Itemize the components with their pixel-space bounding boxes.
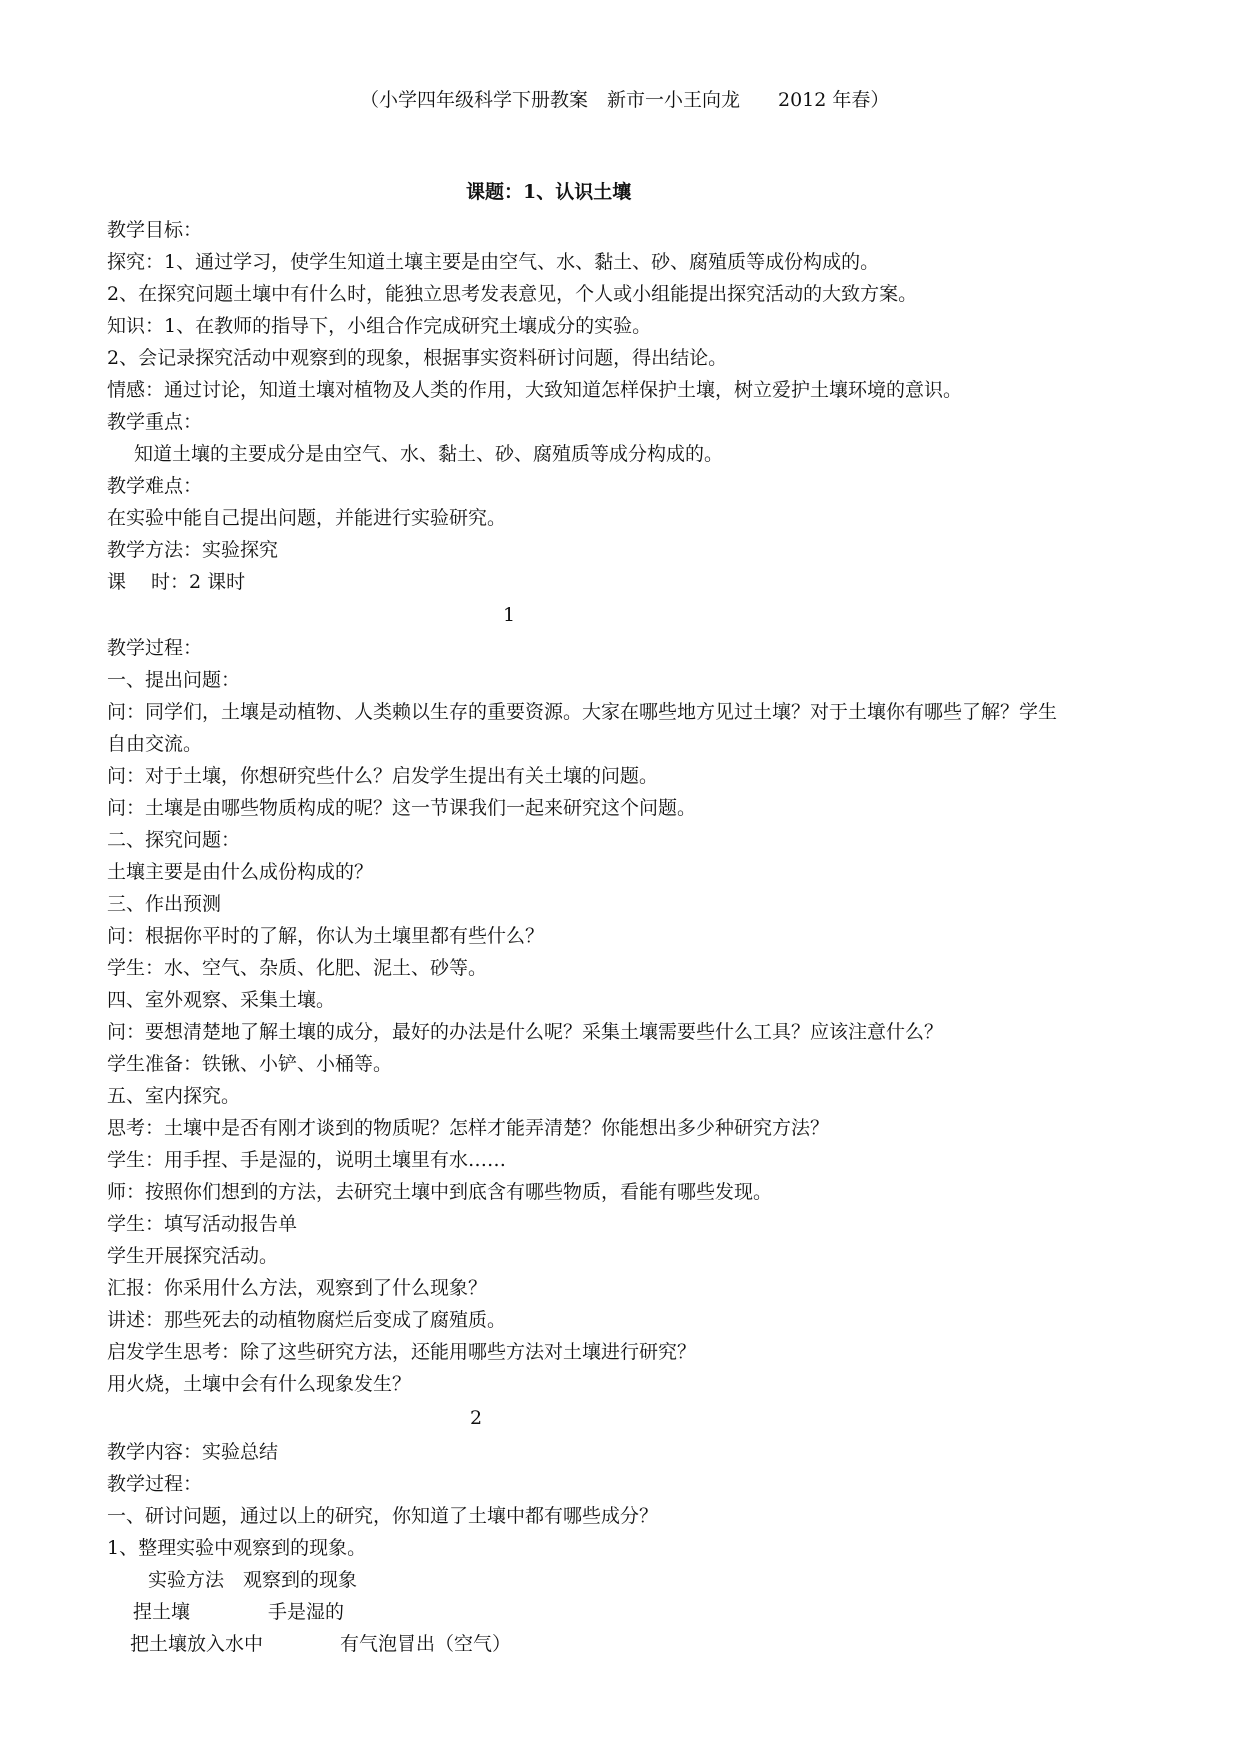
text-line: 探究：1、通过学习，使学生知道土壤主要是由空气、水、黏土、砂、腐殖质等成份构成的。 — [107, 251, 880, 273]
section-number: 2 — [470, 1407, 483, 1429]
table-cell-method: 把土壤放入水中 — [130, 1633, 264, 1655]
table-cell-result: 手是湿的 — [268, 1601, 345, 1623]
text-line: 教学过程： — [107, 1473, 203, 1495]
text-line: 学生开展探究活动。 — [107, 1245, 279, 1267]
lesson-title: 课题：1、认识土壤 — [466, 181, 632, 203]
text-line: 四、室外观察、采集土壤。 — [107, 989, 336, 1011]
text-line: 问：根据你平时的了解，你认为土壤里都有些什么？ — [107, 925, 545, 947]
text-line: 教学过程： — [107, 637, 203, 659]
table-header: 实验方法 观察到的现象 — [148, 1569, 358, 1591]
text-line: 教学方法：实验探究 — [107, 539, 279, 561]
text-line: 1、整理实验中观察到的现象。 — [107, 1537, 367, 1559]
text-line: 汇报：你采用什么方法，观察到了什么现象？ — [107, 1277, 488, 1299]
text-line: 自由交流。 — [107, 733, 203, 755]
text-line: 问：土壤是由哪些物质构成的呢？这一节课我们一起来研究这个问题。 — [107, 797, 697, 819]
text-line: 学生准备：铁锹、小铲、小桶等。 — [107, 1053, 393, 1075]
text-line: 讲述：那些死去的动植物腐烂后变成了腐殖质。 — [107, 1309, 507, 1331]
table-cell-method: 捏土壤 — [133, 1601, 191, 1623]
text-line: 2、会记录探究活动中观察到的现象，根据事实资料研讨问题，得出结论。 — [107, 347, 728, 369]
text-line: 思考：土壤中是否有刚才谈到的物质呢？怎样才能弄清楚？你能想出多少种研究方法？ — [107, 1117, 830, 1139]
text-line: 问：对于土壤，你想研究些什么？启发学生提出有关土壤的问题。 — [107, 765, 659, 787]
text-line: 土壤主要是由什么成份构成的？ — [107, 861, 374, 883]
text-line: 在实验中能自己提出问题，并能进行实验研究。 — [107, 507, 507, 529]
text-line: 五、室内探究。 — [107, 1085, 241, 1107]
text-line: 一、研讨问题，通过以上的研究，你知道了土壤中都有哪些成分？ — [107, 1505, 659, 1527]
text-line: 一、提出问题： — [107, 669, 241, 691]
text-line: 教学重点： — [107, 411, 203, 433]
text-line: 启发学生思考：除了这些研究方法，还能用哪些方法对土壤进行研究？ — [107, 1341, 697, 1363]
text-line: 2、在探究问题土壤中有什么时，能独立思考发表意见，个人或小组能提出探究活动的大致方案。 — [107, 283, 918, 305]
text-line: 教学难点： — [107, 475, 203, 497]
text-line: 学生：用手捏、手是湿的，说明土壤里有水…… — [107, 1149, 507, 1171]
text-line: 课 时：2 课时 — [107, 571, 246, 593]
text-line: 师：按照你们想到的方法，去研究土壤中到底含有哪些物质，看能有哪些发现。 — [107, 1181, 773, 1203]
text-line: 问：同学们，土壤是动植物、人类赖以生存的重要资源。大家在哪些地方见过土壤？对于土壤你有哪些了解？学生 — [107, 701, 1058, 723]
text-line: 问：要想清楚地了解土壤的成分，最好的办法是什么呢？采集土壤需要些什么工具？应该注意什么？ — [107, 1021, 944, 1043]
text-line: 三、作出预测 — [107, 893, 222, 915]
document-header: （小学四年级科学下册教案 新市一小王向龙 2012 年春） — [360, 89, 890, 111]
table-cell-result: 有气泡冒出（空气） — [340, 1633, 512, 1655]
text-line: 情感：通过讨论，知道土壤对植物及人类的作用，大致知道怎样保护土壤，树立爱护土壤环境的意识。 — [107, 379, 963, 401]
text-line: 学生：填写活动报告单 — [107, 1213, 298, 1235]
section-number: 1 — [503, 604, 516, 626]
text-line: 二、探究问题： — [107, 829, 241, 851]
text-line: 学生：水、空气、杂质、化肥、泥土、砂等。 — [107, 957, 488, 979]
text-line: 教学内容：实验总结 — [107, 1441, 279, 1463]
text-line: 教学目标： — [107, 219, 203, 241]
text-line: 用火烧，土壤中会有什么现象发生？ — [107, 1373, 412, 1395]
text-line: 知识：1、在教师的指导下，小组合作完成研究土壤成分的实验。 — [107, 315, 652, 337]
text-line: 知道土壤的主要成分是由空气、水、黏土、砂、腐殖质等成分构成的。 — [134, 443, 724, 465]
